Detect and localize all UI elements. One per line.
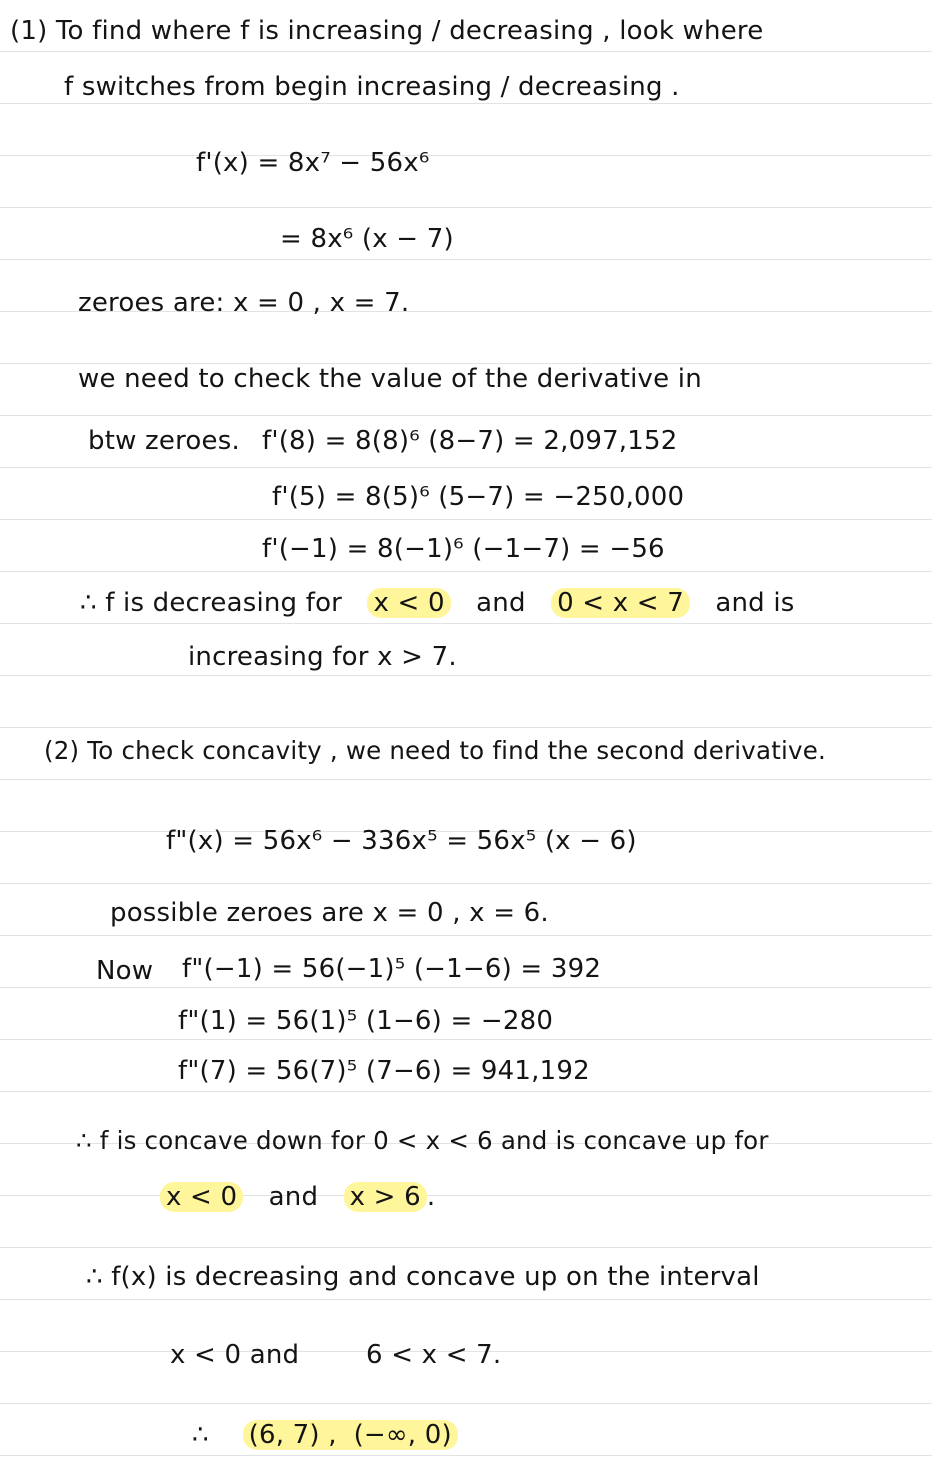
part2-intro: (2) To check concavity , we need to find the second derivative.	[44, 736, 826, 765]
first-derivative-line2: = 8x⁶ (x − 7)	[280, 224, 454, 254]
highlight-concave-up-interval-a: x < 0	[160, 1182, 243, 1212]
part1-conclusion-line2: increasing for x > 7.	[188, 642, 457, 672]
part1-intro-line2: f switches from begin increasing / decreasing .	[64, 72, 680, 102]
first-derivative-test-2: f'(5) = 8(5)⁶ (5−7) = −250,000	[272, 482, 685, 512]
part1-intro-line1: (1) To find where f is increasing / decreasing , look where	[10, 16, 764, 46]
second-derivative-test-1: f"(−1) = 56(−1)⁵ (−1−6) = 392	[182, 954, 602, 984]
second-derivative-test-2: f"(1) = 56(1)⁵ (1−6) = −280	[178, 1006, 554, 1036]
first-derivative-test-3: f'(−1) = 8(−1)⁶ (−1−7) = −56	[262, 534, 665, 564]
highlight-decreasing-interval-b: 0 < x < 7	[551, 588, 690, 618]
first-derivative-line1: f'(x) = 8x⁷ − 56x⁶	[196, 148, 430, 178]
final-intervals-a: x < 0 and	[170, 1340, 300, 1370]
check-derivative-line1: we need to check the value of the derivative in	[78, 364, 702, 394]
now-label: Now	[96, 956, 154, 986]
part1-conclusion-prefix: ∴ f is decreasing for	[80, 588, 343, 618]
check-derivative-prefix: btw zeroes.	[88, 426, 240, 456]
second-derivative: f"(x) = 56x⁶ − 336x⁵ = 56x⁵ (x − 6)	[166, 826, 637, 856]
therefore-symbol: ∴	[192, 1420, 209, 1450]
final-statement: ∴ f(x) is decreasing and concave up on the interval	[86, 1262, 760, 1292]
part2-conclusion-line1: ∴ f is concave down for 0 < x < 6 and is concave up for	[76, 1126, 769, 1155]
part2-conclusion-and: and	[268, 1182, 319, 1212]
highlight-decreasing-interval-a: x < 0	[367, 588, 450, 618]
second-derivative-test-3: f"(7) = 56(7)⁵ (7−6) = 941,192	[178, 1056, 590, 1086]
highlight-concave-up-interval-b: x > 6	[344, 1182, 427, 1212]
part1-conclusion-suffix: and is	[715, 588, 795, 618]
first-derivative-test-1: f'(8) = 8(8)⁶ (8−7) = 2,097,152	[262, 426, 678, 456]
first-derivative-zeroes: zeroes are: x = 0 , x = 7.	[78, 288, 410, 318]
final-answer-line	[192, 1418, 458, 1452]
part1-conclusion-line1	[80, 586, 795, 620]
part2-conclusion-line2	[160, 1180, 435, 1214]
second-derivative-zeroes: possible zeroes are x = 0 , x = 6.	[110, 898, 549, 928]
final-intervals-b: 6 < x < 7.	[366, 1340, 502, 1370]
part2-conclusion-end: .	[426, 1182, 436, 1212]
highlight-final-answer: (6, 7) , (−∞, 0)	[243, 1420, 458, 1450]
part1-conclusion-and: and	[476, 588, 526, 618]
